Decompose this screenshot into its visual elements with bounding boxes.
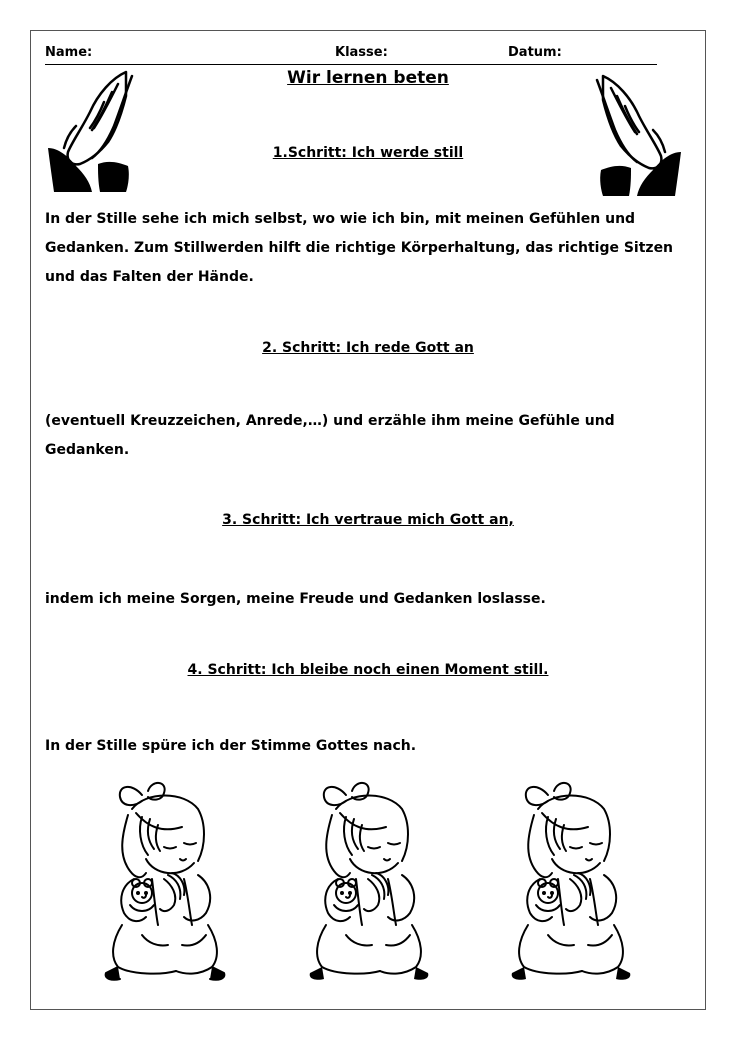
step-1-text: In der Stille sehe ich mich selbst, wo wie ich bin, mit meinen Gefühlen und Gedanken. Zum Stillwerden hilft die richtige Körperhaltung, das richtige Sitzen und das Falten der Hände.: [45, 211, 674, 285]
page-title: Wir lernen beten: [287, 68, 449, 88]
klasse-label: Klasse:: [335, 45, 388, 60]
praying-hands-icon: [592, 70, 687, 200]
header-row: [45, 44, 657, 65]
name-label: Name:: [45, 45, 93, 60]
step-2-heading: 2. Schritt: Ich rede Gott an: [262, 340, 474, 356]
datum-label: Datum:: [508, 45, 562, 60]
praying-hands-icon: [42, 66, 137, 196]
step-1-heading: 1.Schritt: Ich werde still: [272, 145, 464, 161]
praying-child-illustration: [306, 775, 436, 985]
step-3-heading: 3. Schritt: Ich vertraue mich Gott an,: [222, 512, 514, 528]
step-3-text: indem ich meine Sorgen, meine Freude und Gedanken loslasse.: [45, 591, 546, 607]
praying-child-illustration: [508, 775, 638, 985]
step-4-text: In der Stille spüre ich der Stimme Gottes nach.: [45, 738, 417, 754]
step-2-text: (eventuell Kreuzzeichen, Anrede,…) und erzähle ihm meine Gefühle und Gedanken.: [45, 413, 615, 458]
praying-child-illustration: [102, 775, 232, 985]
step-4-heading: 4. Schritt: Ich bleibe noch einen Moment still.: [187, 662, 549, 678]
